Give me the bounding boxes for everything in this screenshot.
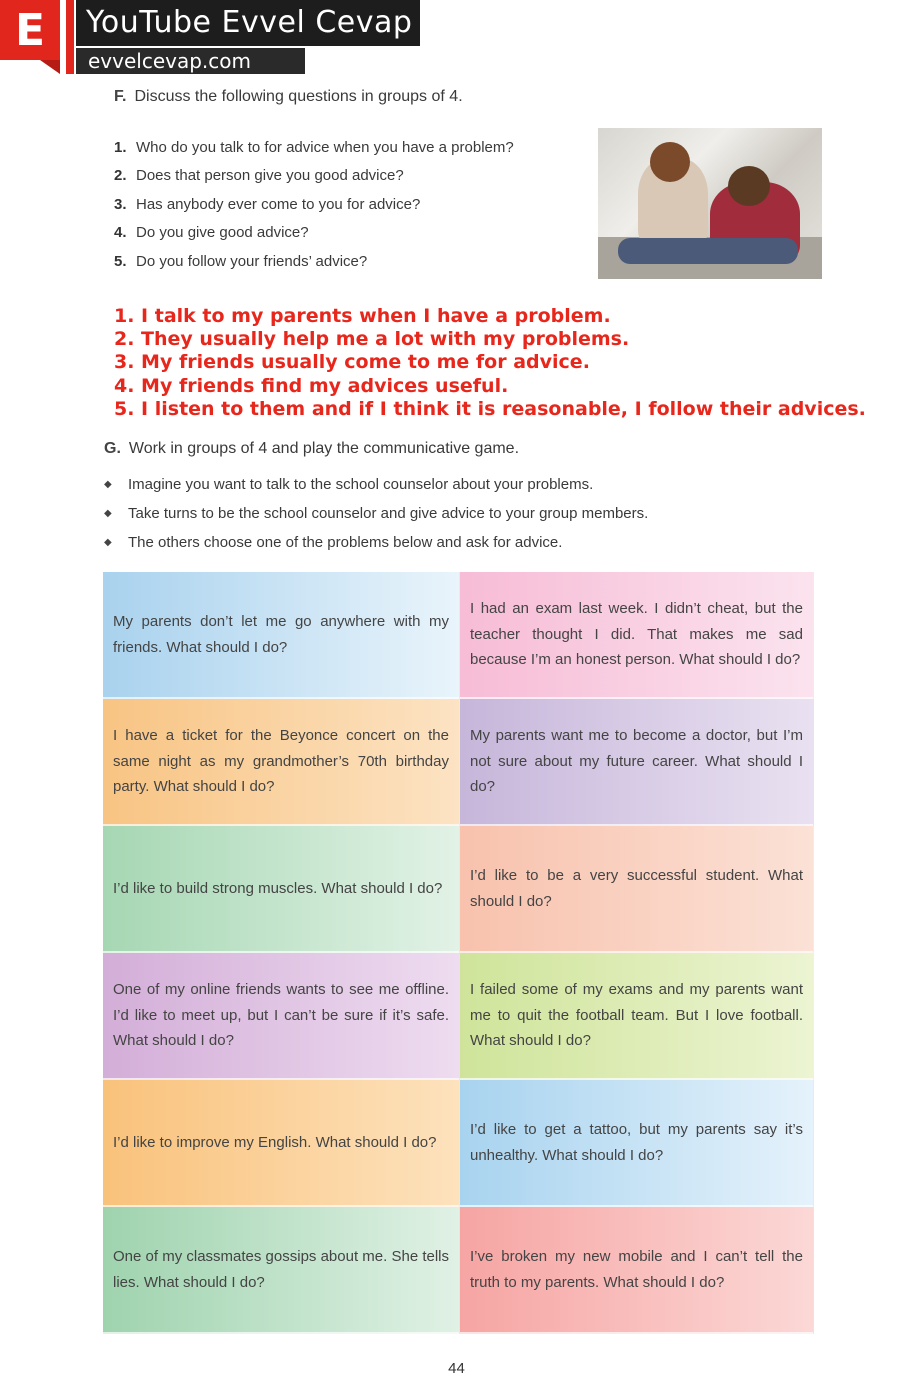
problem-card [460, 953, 814, 1080]
problem-card [460, 826, 814, 953]
bullet-item [104, 504, 648, 533]
problem-card [460, 1207, 814, 1334]
problem-card [103, 1207, 460, 1334]
question-number: 3. [114, 195, 127, 213]
problem-card [460, 1080, 814, 1207]
answer-line: 4. My friends find my advices useful. [114, 374, 509, 397]
section-f-instruction: Discuss the following questions in groups of 4. [134, 88, 463, 105]
answer-line: 3. My friends usually come to me for advice. [114, 351, 590, 374]
banner-strip [66, 0, 74, 74]
answer-line: 5. I listen to them and if I think it is reasonable, I follow their advices. [114, 397, 866, 420]
question-number: 2. [114, 167, 127, 185]
bullet-text: Take turns to be the school counselor and give advice to your group members. [128, 505, 649, 522]
banner-title: YouTube Evvel Cevap [76, 0, 420, 46]
problem-card [103, 1080, 460, 1207]
question-number: 5. [114, 252, 127, 270]
bullet-icon: ◆ [104, 508, 112, 520]
question-item [114, 138, 514, 166]
question-text: Do you follow your friends’ advice? [136, 252, 368, 270]
problem-card-text: I’d like to be a very successful student. What should I do? [470, 867, 803, 910]
problem-card [103, 953, 460, 1080]
photo-head-right [728, 166, 770, 206]
problem-card-text: One of my online friends wants to see me offline. I’d like to meet up, but I can’t be sure if it’s safe. What should I do? [113, 981, 449, 1050]
question-number: 1. [114, 139, 127, 156]
banner-url: evvelcevap.com [76, 48, 305, 74]
question-text: Has anybody ever come to you for advice? [136, 195, 421, 213]
answer-line: 1. I talk to my parents when I have a problem. [114, 305, 611, 327]
problem-card-text: I have a ticket for the Beyonce concert on the same night as my grandmother’s 70th birthday party. What should I do? [113, 727, 449, 796]
question-list [114, 138, 514, 280]
problem-card-text: My parents want me to become a doctor, but I’m not sure about my future career. What should I do? [470, 727, 803, 796]
bullet-text: Imagine you want to talk to the school counselor about your problems. [128, 476, 594, 493]
question-text: Do you give good advice? [136, 224, 309, 242]
bullet-icon: ◆ [104, 537, 112, 549]
logo-tail [40, 60, 60, 74]
friends-photo [598, 128, 822, 279]
problem-card-text: I’d like to improve my English. What should I do? [113, 1133, 437, 1151]
problem-card-text: I’d like to get a tattoo, but my parents say it’s unhealthy. What should I do? [470, 1121, 803, 1164]
problem-cards-grid [103, 572, 814, 1334]
question-item [114, 252, 514, 280]
answer-block [114, 305, 866, 421]
problem-card-text: I failed some of my exams and my parents want me to quit the football team. But I love football. What should I do? [470, 981, 803, 1050]
section-g-letter: G. [104, 440, 121, 457]
problem-card [103, 572, 460, 699]
problem-card [460, 699, 814, 826]
problem-card-text: One of my classmates gossips about me. She tells lies. What should I do? [113, 1248, 449, 1291]
photo-legs [618, 238, 798, 264]
question-item [114, 166, 514, 194]
problem-card [103, 826, 460, 953]
problem-card-text: My parents don’t let me go anywhere with my friends. What should I do? [113, 613, 449, 656]
bullet-icon: ◆ [104, 479, 112, 491]
answer-line: 2. They usually help me a lot with my problems. [114, 328, 630, 351]
section-g-instruction: Work in groups of 4 and play the communicative game. [128, 440, 520, 457]
question-item [114, 195, 514, 223]
bullet-text: The others choose one of the problems below and ask for advice. [128, 534, 563, 551]
section-f-heading [114, 88, 463, 106]
problem-card-text: I’d like to build strong muscles. What should I do? [113, 879, 443, 897]
bullet-item [104, 475, 648, 504]
question-item [114, 223, 514, 251]
problem-card-text: I’ve broken my new mobile and I can’t tell the truth to my parents. What should I do? [470, 1248, 803, 1291]
section-f-letter: F. [114, 88, 127, 105]
problem-card [460, 572, 814, 699]
problem-card-text: I had an exam last week. I didn’t cheat, but the teacher thought I did. That makes me sad because I’m an honest person. What should I do? [470, 600, 803, 669]
question-text: Does that person give you good advice? [136, 167, 404, 185]
instruction-bullets [104, 475, 648, 562]
page-number: 44 [448, 1360, 465, 1377]
photo-head-left [650, 142, 690, 182]
logo-letter: E [0, 0, 60, 60]
bullet-item [104, 533, 648, 562]
question-number: 4. [114, 224, 127, 242]
problem-card [103, 699, 460, 826]
question-text: Who do you talk to for advice when you have a problem? [136, 139, 514, 156]
section-g-heading [104, 440, 519, 458]
